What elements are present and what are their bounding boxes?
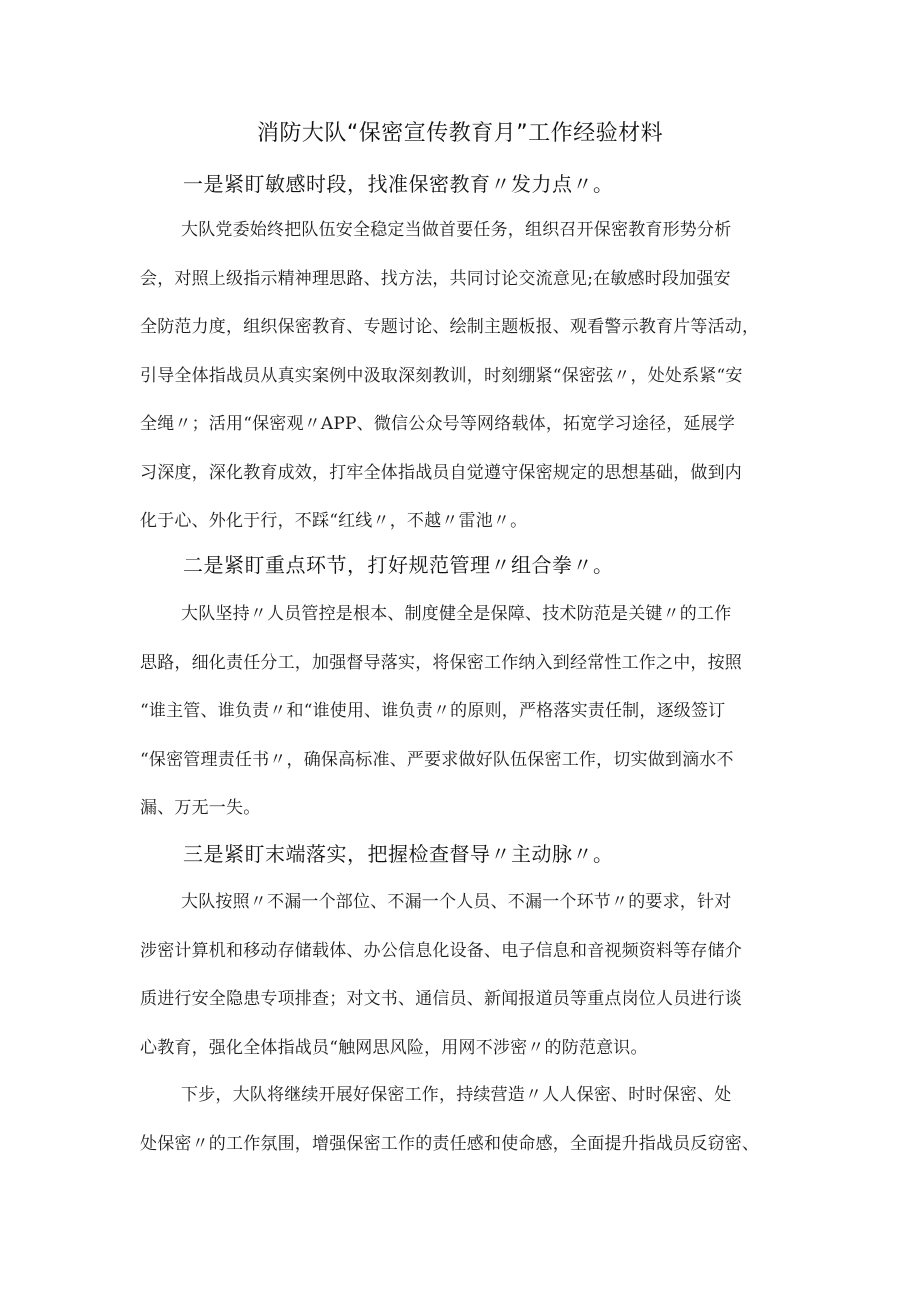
paragraph-line: 大队党委始终把队伍安全稳定当做首要任务，组织召开保密教育形势分析	[181, 220, 732, 240]
closing-paragraph	[140, 1071, 784, 1168]
document-title: 消防大队“保密宣传教育月”工作经验材料	[256, 121, 664, 146]
paragraph-line: 下步，大队将继续开展好保密工作，持续营造〃人人保密、时时保密、处	[181, 1085, 732, 1105]
paragraph-line: “谁主管、谁负责〃和“谁使用、谁负责〃的原则，严格落实责任制，逐级签订	[140, 701, 726, 721]
paragraph-line: 会，对照上级指示精神理思路、找方法，共同讨论交流意见;在敏感时段加强安	[140, 268, 731, 289]
paragraph-line: 引导全体指战员从真实案例中汲取深刻教训，时刻绷紧“保密弦〃，处处系紧“安	[140, 365, 743, 386]
paragraph-line: 大队按照〃不漏一个部位、不漏一个人员、不漏一个环节〃的要求，针对	[181, 892, 732, 912]
paragraph-line: 化于心、外化于行，不踩“红线〃，不越〃雷池〃。	[140, 511, 528, 531]
section-paragraph-2	[140, 590, 784, 833]
paragraph-line: 全防范力度，组织保密教育、专题讨论、绘制主题板报、观看警示教育片等活动，	[140, 317, 760, 337]
section-heading-3: 三是紧盯末端落实，把握检查督导〃主动脉〃。	[183, 842, 614, 866]
paragraph-line: 处保密〃的工作氛围，增强保密工作的责任感和使命感，全面提升指战员反窃密、	[140, 1133, 760, 1154]
section-heading-1: 一是紧盯敏感时段，找准保密教育〃发力点〃。	[183, 172, 614, 196]
paragraph-line: 大队坚持〃人员管控是根本、制度健全是保障、技术防范是关键〃的工作	[181, 604, 732, 624]
paragraph-line: 思路，细化责任分工，加强督导落实，将保密工作纳入到经常性工作之中，按照	[140, 652, 742, 673]
paragraph-line: 涉密计算机和移动存储载体、办公信息化设备、电子信息和音视频资料等存储介	[140, 940, 742, 961]
paragraph-line: 全绳〃；活用“保密观〃APP、微信公众号等网络载体，拓宽学习途径，延展学	[140, 414, 736, 434]
paragraph-line: 心教育，强化全体指战员“触网思风险，用网不涉密〃的防范意识。	[140, 1037, 648, 1058]
paragraph-line: “保密管理责任书〃，确保高标准、严要求做好队伍保密工作，切实做到滴水不	[140, 749, 734, 770]
paragraph-line: 质进行安全隐患专项排查；对文书、通信员、新闻报道员等重点岗位人员进行谈	[140, 989, 742, 1009]
section-paragraph-3	[140, 878, 784, 1072]
section-heading-2: 二是紧盯重点环节，打好规范管理〃组合拳〃。	[183, 553, 614, 577]
section-paragraph-1	[140, 206, 784, 546]
paragraph-line: 漏、万无一失。	[140, 798, 261, 818]
paragraph-line: 习深度，深化教育成效，打牢全体指战员自觉遵守保密规定的思想基础，做到内	[140, 462, 742, 483]
